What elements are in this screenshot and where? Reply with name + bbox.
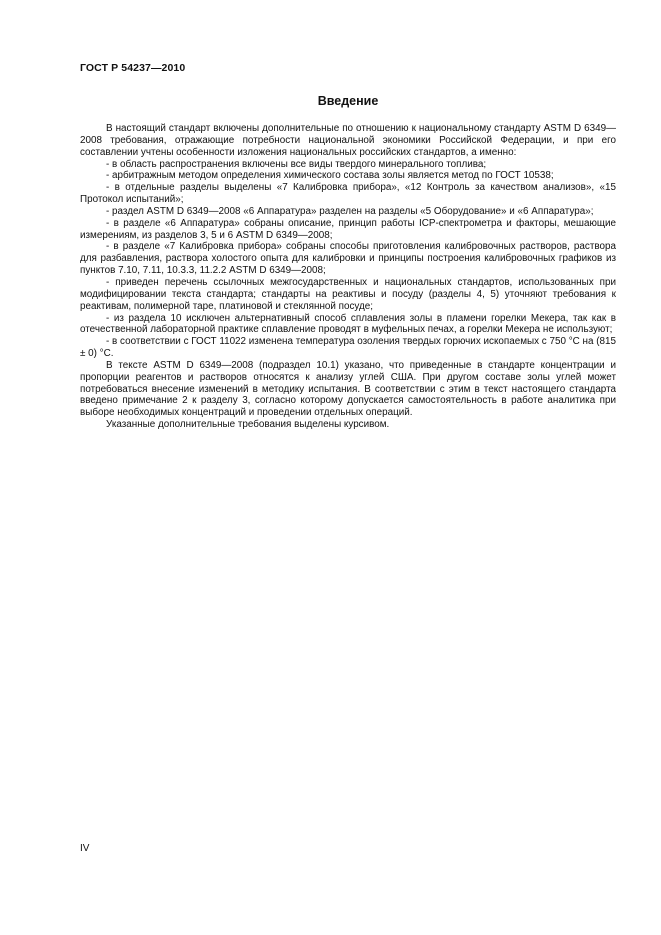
paragraph-us-coal-note: В тексте ASTM D 6349—2008 (подраздел 10.1) указано, что приведенные в стандарте концентрации и пропорции реагентов и растворов относятся к анализу углей США. При другом составе золы углей может потребоваться внесение изменений в методику испытания. В соответствии с этим в текст настоящего стандарта введено примечание 2 к разделу 3, согласно которому допускается самостоятельность в работе аналитика при выборе необходимых концентраций и проведении отдельных операций. bbox=[80, 359, 616, 419]
list-item-references: - приведен перечень ссылочных межгосударственных и национальных стандартов, использованных при модифицировании текста стандарта; стандарты на реактивы и посуду (разделы 4, 5) уточняют требования к реактивам, полимерной таре, платиновой и стеклянной посуде; bbox=[80, 276, 616, 312]
list-item-meker-burner: - из раздела 10 исключен альтернативный способ сплавления золы в пламени горелки Мекера, так как в отечественной лабораторной практике сплавление проводят в муфельных печах, а горелки Мекера не используют; bbox=[80, 312, 616, 336]
page-number: IV bbox=[80, 843, 90, 854]
list-item-arbitration-method: - арбитражным методом определения химического состава золы является метод по ГОСТ 10538; bbox=[106, 170, 554, 182]
paragraph-italics-note: Указанные дополнительные требования выделены курсивом. bbox=[106, 419, 390, 431]
introduction-body bbox=[80, 123, 616, 431]
list-item-ashing-temperature: - в соответствии с ГОСТ 11022 изменена температура озоления твердых горючих ископаемых с 750 °С на (815 ± 0) °С. bbox=[80, 336, 616, 360]
list-item-separate-sections: - в отдельные разделы выделены «7 Калибровка прибора», «12 Контроль за качеством анализов», «15 Протокол испытаний»; bbox=[80, 182, 616, 206]
section-title: Введение bbox=[317, 94, 379, 108]
list-item-scope: - в область распространения включены все виды твердого минерального топлива; bbox=[106, 158, 487, 170]
list-item-apparatus-split: - раздел ASTM D 6349—2008 «6 Аппаратура» разделен на разделы «5 Оборудование» и «6 Аппаратура»; bbox=[106, 205, 594, 217]
paragraph-intro: В настоящий стандарт включены дополнительные по отношению к национальному стандарту ASTM D 6349—2008 требования, отражающие потребности национальной экономики Российской Федерации, и при его составлении учтены особенности изложения национальных российских стандартов, а именно: bbox=[80, 123, 616, 158]
list-item-apparatus-section: - в разделе «6 Аппаратура» собраны описание, принцип работы ICP-спектрометра и факторы, мешающие измерениям, из разделов 3, 5 и 6 ASTM D 6349—2008; bbox=[80, 217, 616, 241]
document-header-code: ГОСТ Р 54237—2010 bbox=[80, 62, 186, 74]
list-item-calibration-section: - в разделе «7 Калибровка прибора» собраны способы приготовления калибровочных растворов, раствора для разбавления, раствора холостого опыта для калибровки и принципы построения калибровочных графиков из пунктов 7.10, 7.11, 10.3.3, 11.2.2 ASTM D 6349—2008; bbox=[80, 241, 616, 277]
